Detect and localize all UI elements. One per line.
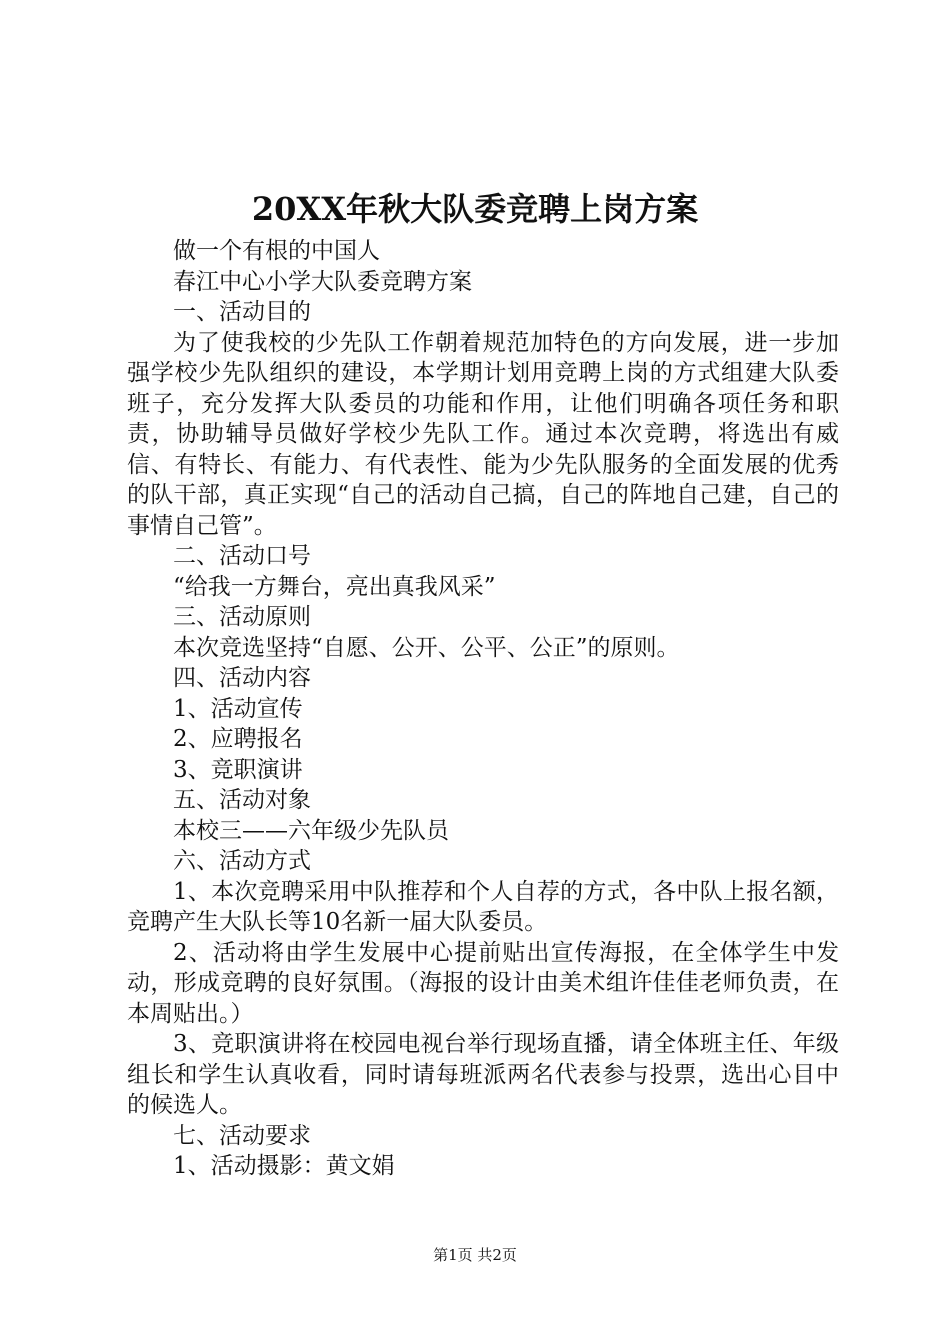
list-item: 1、活动摄影：黄文娟 [173,1153,395,1179]
list-item: 2、应聘报名 [173,726,303,752]
paragraph: 本校三——六年级少先队员 [173,817,449,844]
page-title: 20XX年秋大队委竞聘上岗方案 [251,190,699,228]
section-heading: 六、活动方式 [173,848,311,874]
section-heading: 二、活动口号 [173,543,311,569]
list-item: 1、本次竞聘采用中队推荐和个人自荐的方式，各中队上报名额，竞聘产生大队长等10名新一届大队委员。 [127,878,839,935]
section-heading: 一、活动目的 [173,299,311,325]
paragraph: 本次竞选坚持“自愿、公开、公平、公正”的原则。 [173,634,680,661]
section-heading: 七、活动要求 [173,1122,311,1149]
paragraph: 春江中心小学大队委竞聘方案 [173,268,472,295]
paragraph: 为了使我校的少先队工作朝着规范加特色的方向发展，进一步加强学校少先队组织的建设，本学期计划用竞聘上岗的方式组建大队委班子，充分发挥大队委员的功能和作用，让他们明确各项任务和职责，协助辅导员做好学校少先队工作。通过本次竞聘，将选出有威信、有特长、有能力、有代表性、能为少先队服务的全面发展的优秀的队干部，真正实现“自己的活动自己搞，自己的阵地自己建，自己的事情自己管”。 [127,329,839,539]
list-item: 3、竞职演讲 [173,756,303,783]
list-item: 2、活动将由学生发展中心提前贴出宣传海报，在全体学生中发动，形成竞聘的良好氛围。（海报的设计由美术组许佳佳老师负责，在本周贴出。） [127,939,839,1027]
page-footer: 第1页 共2页 [433,1246,517,1264]
section-heading: 四、活动内容 [173,665,311,691]
section-heading: 五、活动对象 [173,787,311,813]
list-item: 3、竞职演讲将在校园电视台举行现场直播，请全体班主任、年级组长和学生认真收看，同时请每班派两名代表参与投票，选出心目中的候选人。 [127,1031,839,1118]
paragraph: 做一个有根的中国人 [173,238,380,264]
document-body [127,236,839,1182]
paragraph: “给我一方舞台，亮出真我风采” [173,573,496,600]
list-item: 1、活动宣传 [173,695,303,722]
section-heading: 三、活动原则 [173,604,311,630]
